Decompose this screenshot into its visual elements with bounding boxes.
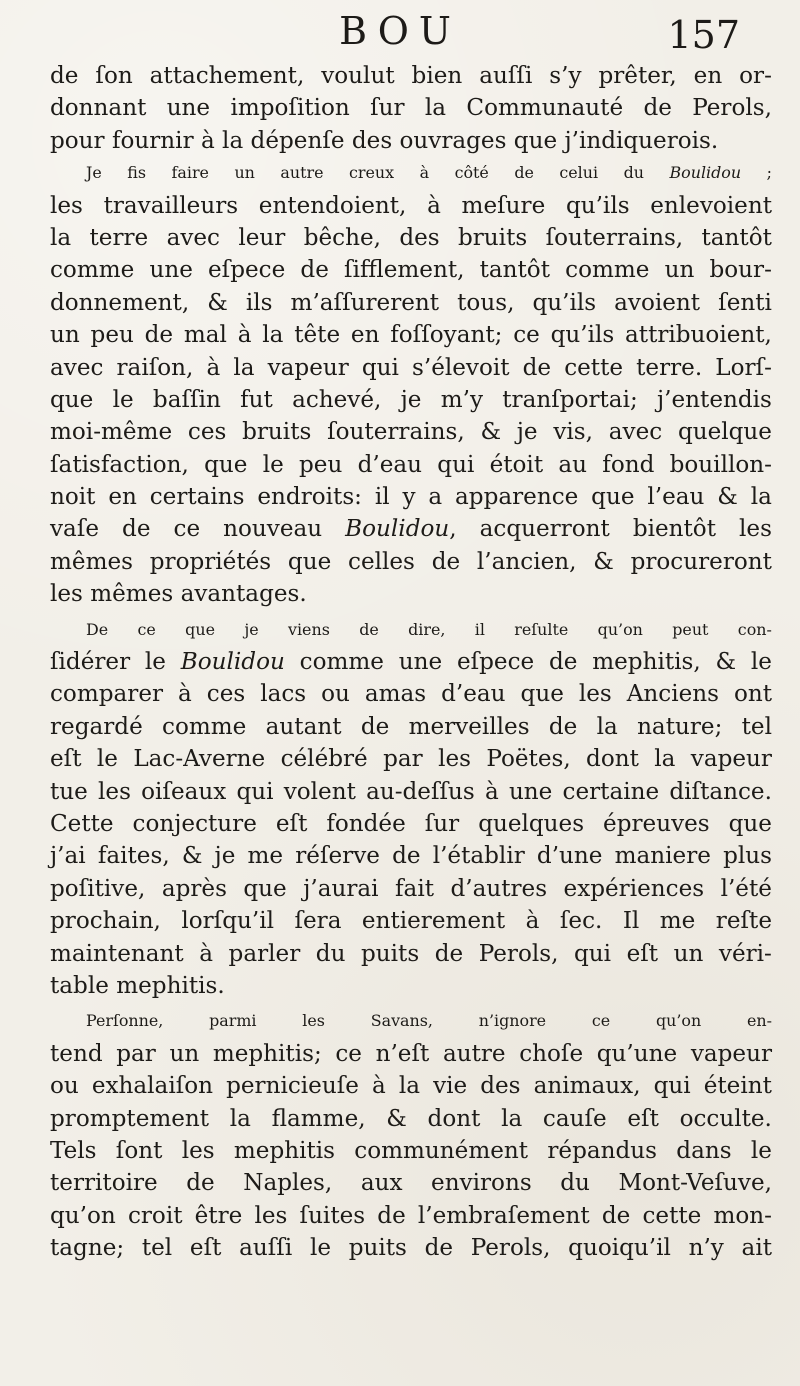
- text-line: territoire de Naples, aux environs du Mont-Veſuve,: [50, 1170, 772, 1197]
- text-line: noit en certains endroits: il y a apparence que l’eau & la: [50, 484, 772, 511]
- text-line: donnant une impoſition ſur la Communauté de Perols,: [50, 95, 772, 122]
- text-line: un peu de mal à la tête en foſſoyant; ce qu’ils attribuoient,: [50, 322, 772, 349]
- text-line: ou exhalaiſon pernicieuſe à la vie des animaux, qui éteint: [50, 1073, 772, 1100]
- text-line: ſatisfaction, que le peu d’eau qui étoit au fond bouillon-: [50, 451, 772, 478]
- text-line: ſidérer le Boulidou comme une eſpece de mephitis, & le: [50, 649, 772, 676]
- text-line: tue les oiſeaux qui volent au-deſſus à une certaine diſtance.: [50, 778, 772, 805]
- text-line: mêmes propriétés que celles de l’ancien, & procureront: [50, 548, 772, 575]
- text-line: la terre avec leur bêche, des bruits ſouterrains, tantôt: [50, 224, 772, 251]
- text-line: Cette conjecture eſt fondée ſur quelques épreuves que: [50, 810, 772, 837]
- text-line: que le baſſin fut achevé, je m’y tranſportai; j’entendis: [50, 386, 772, 413]
- text-line: pour fournir à la dépenſe des ouvrages que j’indiquerois.: [50, 127, 719, 154]
- text-line: j’ai faites, & je me réſerve de l’établir d’une maniere plus: [50, 843, 772, 870]
- text-line: eſt le Lac-Averne célébré par les Poëtes, dont la vapeur: [50, 746, 772, 773]
- text-line: maintenant à parler du puits de Perols, qui eſt un véri-: [50, 940, 772, 967]
- page-number: 157: [667, 13, 740, 57]
- text-line: Tels ſont les mephitis communément répandus dans le: [50, 1137, 772, 1164]
- text-line: table mephitis.: [50, 972, 225, 999]
- text-line: poſitive, après que j’aurai fait d’autres expériences l’été: [50, 875, 772, 902]
- text-line: Je fis faire un autre creux à côté de celui du Boulidou ;: [86, 163, 772, 183]
- text-line: Perſonne, parmi les Savans, n’ignore ce qu’on en-: [86, 1011, 772, 1031]
- running-head: BOU: [339, 9, 461, 53]
- text-line: prochain, lorſqu’il ſera entierement à ſec. Il me reſte: [50, 908, 772, 935]
- text-line: qu’on croit être les ſuites de l’embraſement de cette mon-: [50, 1202, 772, 1229]
- page-header: [0, 4, 800, 64]
- text-line: comparer à ces lacs ou amas d’eau que les Anciens ont: [50, 681, 772, 708]
- text-line: moi-même ces bruits ſouterrains, & je vis, avec quelque: [50, 419, 772, 446]
- text-line: De ce que je viens de dire, il reſulte qu’on peut con-: [86, 619, 772, 639]
- text-line: vaſe de ce nouveau Boulidou, acquerront bientôt les: [50, 516, 772, 543]
- text-line: les travailleurs entendoient, à meſure qu’ils enlevoient: [50, 192, 772, 219]
- text-line: les mêmes avantages.: [50, 581, 307, 608]
- text-line: regardé comme autant de merveilles de la nature; tel: [50, 713, 772, 740]
- text-line: donnement, & ils m’aſſurerent tous, qu’ils avoient ſenti: [50, 289, 772, 316]
- page-body: [50, 60, 772, 1264]
- text-line: de ſon attachement, voulut bien auſſi s’y prêter, en or-: [50, 63, 772, 89]
- text-line: avec raiſon, à la vapeur qui s’élevoit de cette terre. Lorſ-: [50, 354, 772, 381]
- text-line: tend par un mephitis; ce n’eſt autre choſe qu’une vapeur: [50, 1040, 772, 1067]
- text-line: comme une eſpece de ſifflement, tantôt comme un bour-: [50, 257, 772, 284]
- text-line: promptement la flamme, & dont la cauſe eſt occulte.: [50, 1105, 772, 1132]
- text-line: tagne; tel eſt auſſi le puits de Perols, quoiqu’il n’y ait: [50, 1235, 772, 1262]
